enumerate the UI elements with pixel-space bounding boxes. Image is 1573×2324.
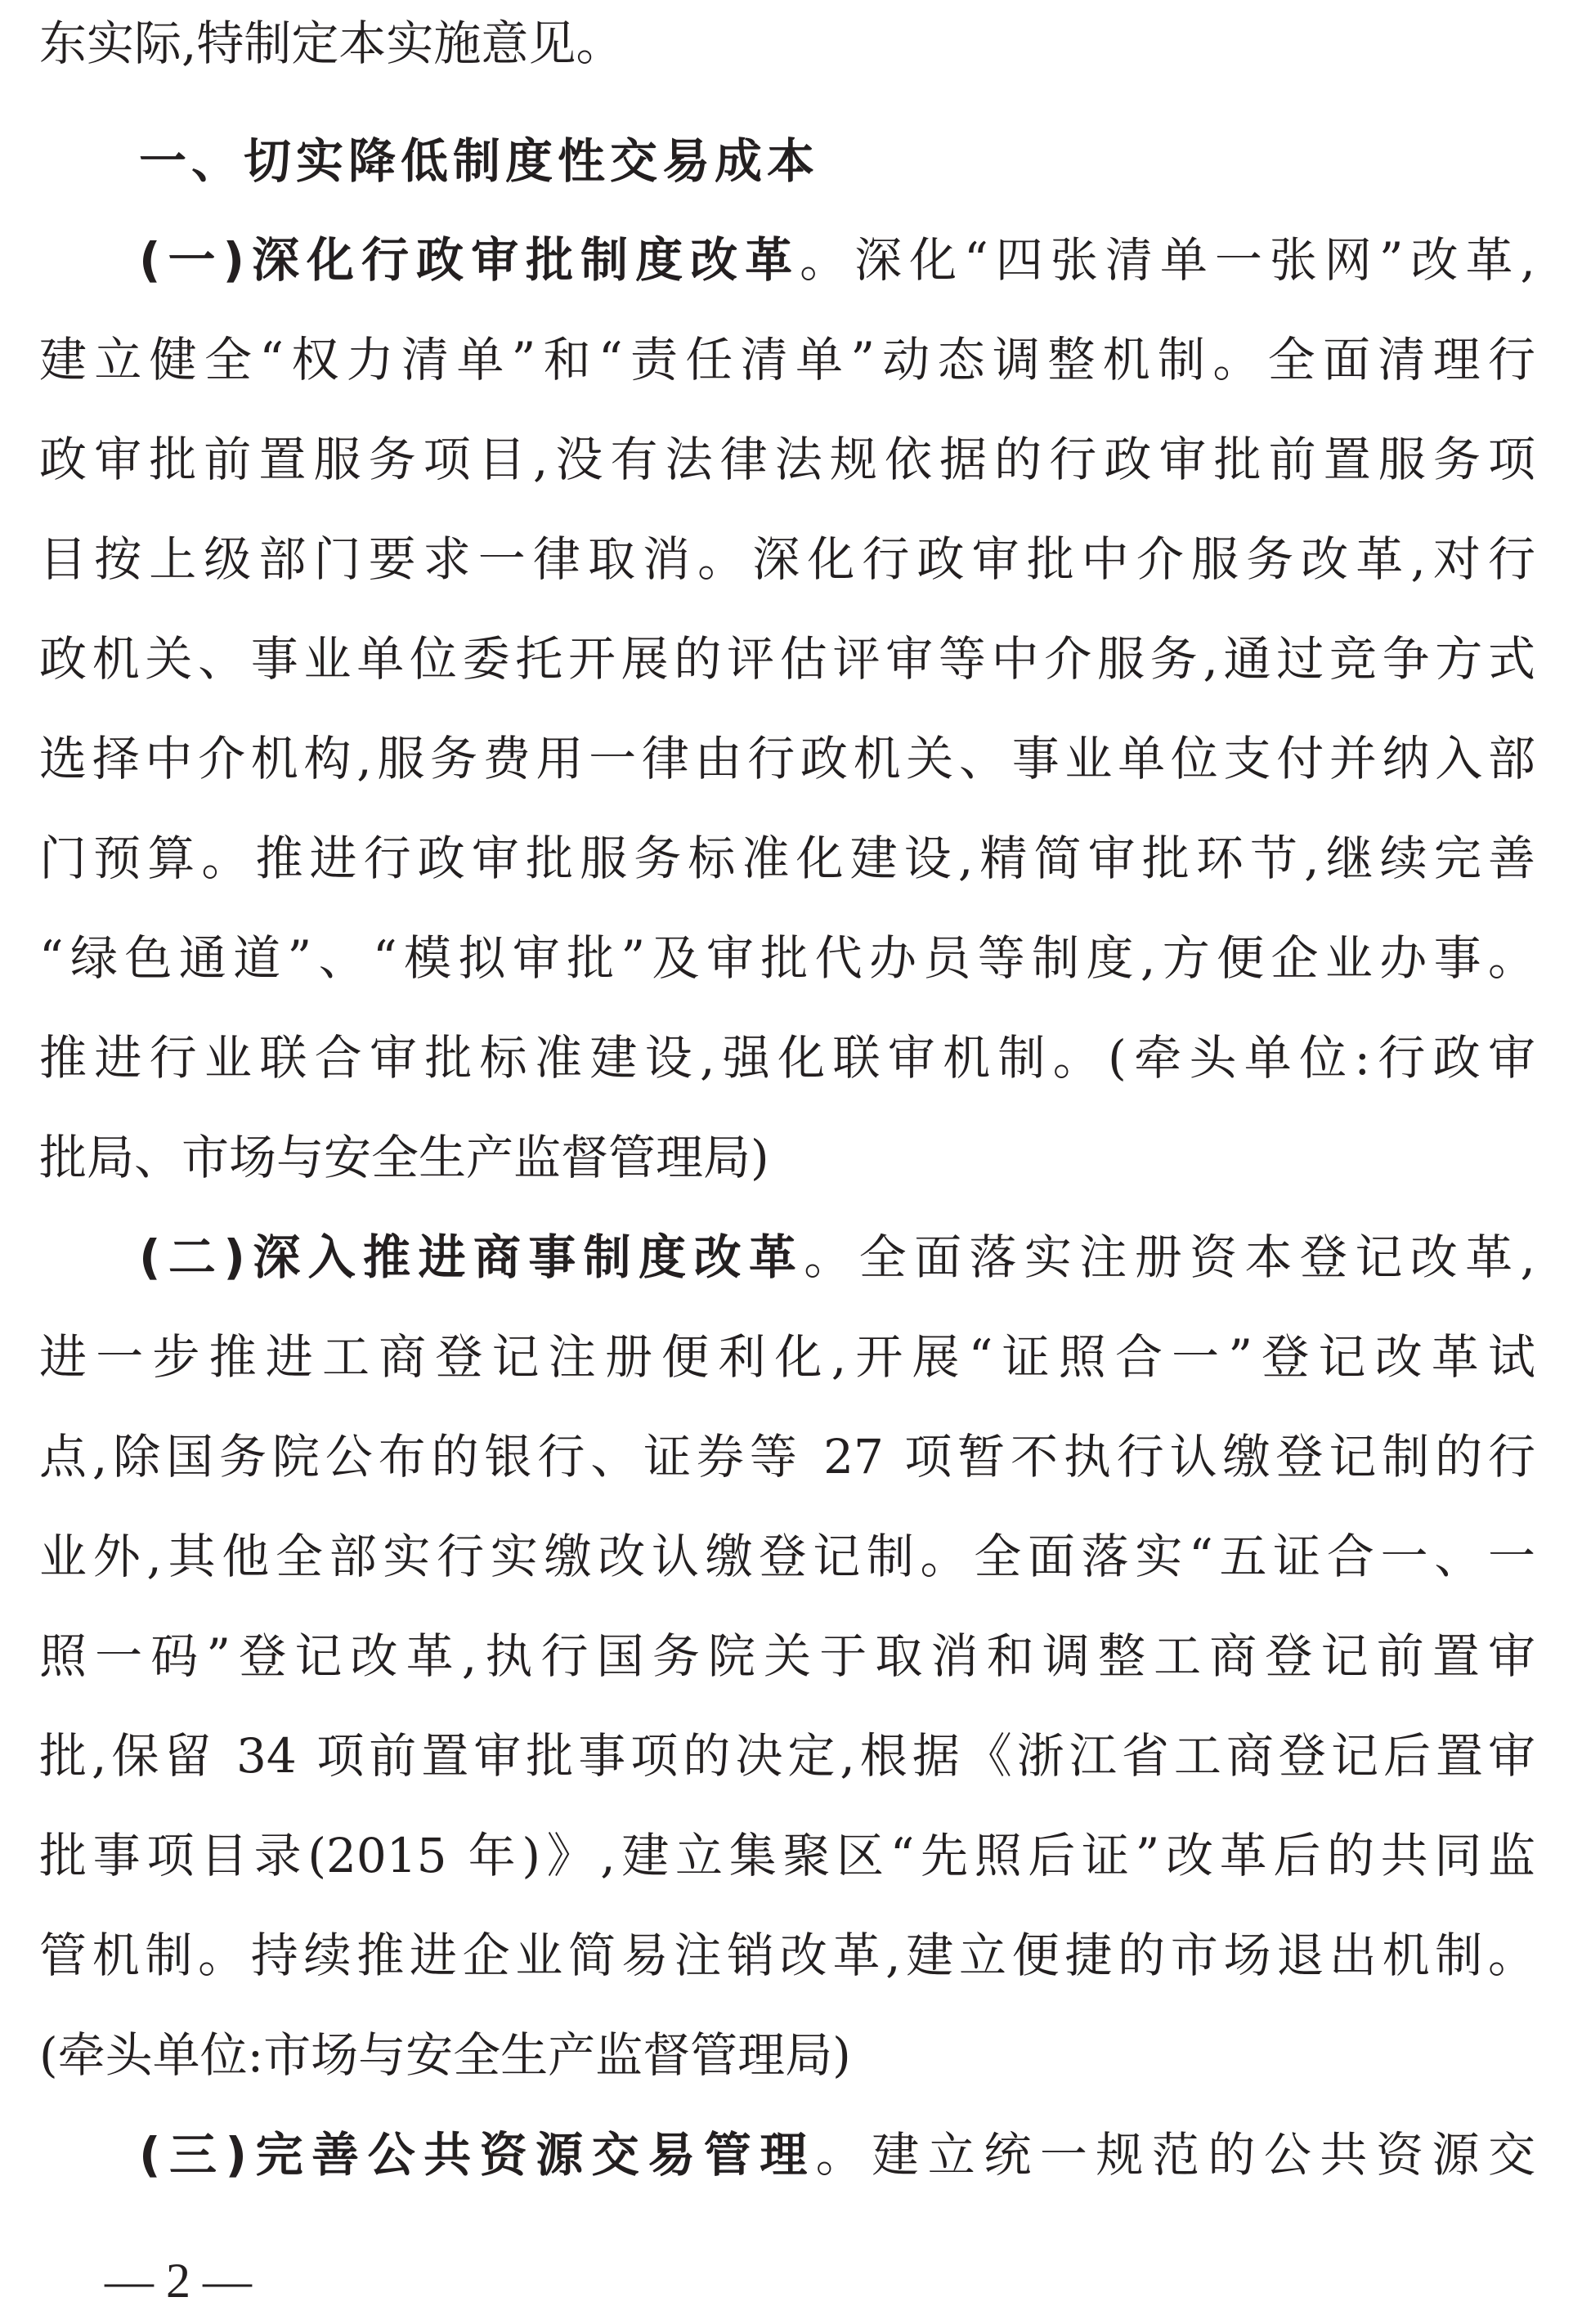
text-line: 批局、市场与安全生产监督管理局) xyxy=(39,1130,769,1185)
text-line: 东实际,特制定本实施意见。 xyxy=(39,16,624,71)
subsection-title: (二)深入推进商事制度改革 xyxy=(139,1229,804,1285)
text-line: 目按上级部门要求一律取消。深化行政审批中介服务改革,对行 xyxy=(39,531,1535,587)
subsection-title: (三)完善公共资源交易管理 xyxy=(139,2127,816,2183)
text-line-body: 。深化“四张清单一张网”改革, xyxy=(800,232,1535,288)
section-heading: 一、切实降低制度性交易成本 xyxy=(139,133,820,189)
text-line: 业外,其他全部实行实缴改认缴登记制。全面落实“五证合一、一 xyxy=(39,1529,1535,1584)
page-number: — 2 — xyxy=(105,2254,252,2308)
text-line: 批,保留 34 项前置审批事项的决定,根据《浙江省工商登记后置审 xyxy=(39,1728,1535,1784)
text-line: 推进行业联合审批标准建设,强化联审机制。(牵头单位:行政审 xyxy=(39,1030,1535,1086)
text-line: 政审批前置服务项目,没有法律法规依据的行政审批前置服务项 xyxy=(39,432,1535,487)
text-line xyxy=(139,1229,1535,1286)
text-line: 门预算。推进行政审批服务标准化建设,精简审批环节,继续完善 xyxy=(39,831,1535,886)
text-line: (牵头单位:市场与安全生产监督管理局) xyxy=(39,2027,851,2083)
text-line: 管机制。持续推进企业简易注销改革,建立便捷的市场退出机制。 xyxy=(39,1928,1535,1983)
text-line: 照一码”登记改革,执行国务院关于取消和调整工商登记前置审 xyxy=(39,1628,1535,1684)
text-line-body: 。全面落实注册资本登记改革, xyxy=(804,1229,1535,1285)
text-line: 选择中介机构,服务费用一律由行政机关、事业单位支付并纳入部 xyxy=(39,731,1535,786)
text-line xyxy=(139,231,1535,289)
text-line: 点,除国务院公布的银行、证券等 27 项暂不执行认缴登记制的行 xyxy=(39,1429,1535,1484)
subsection-title: (一)深化行政审批制度改革 xyxy=(139,232,800,288)
text-line xyxy=(139,2126,1535,2183)
text-line: 建立健全“权力清单”和“责任清单”动态调整机制。全面清理行 xyxy=(39,332,1535,387)
text-line: 进一步推进工商登记注册便利化,开展“证照合一”登记改革试 xyxy=(39,1329,1535,1385)
text-line: 政机关、事业单位委托开展的评估评审等中介服务,通过竞争方式 xyxy=(39,631,1535,687)
text-line: “绿色通道”、“模拟审批”及审批代办员等制度,方便企业办事。 xyxy=(39,930,1535,986)
text-line-body: 。建立统一规范的公共资源交 xyxy=(815,2127,1535,2183)
text-line: 批事项目录(2015 年)》,建立集聚区“先照后证”改革后的共同监 xyxy=(39,1828,1535,1883)
